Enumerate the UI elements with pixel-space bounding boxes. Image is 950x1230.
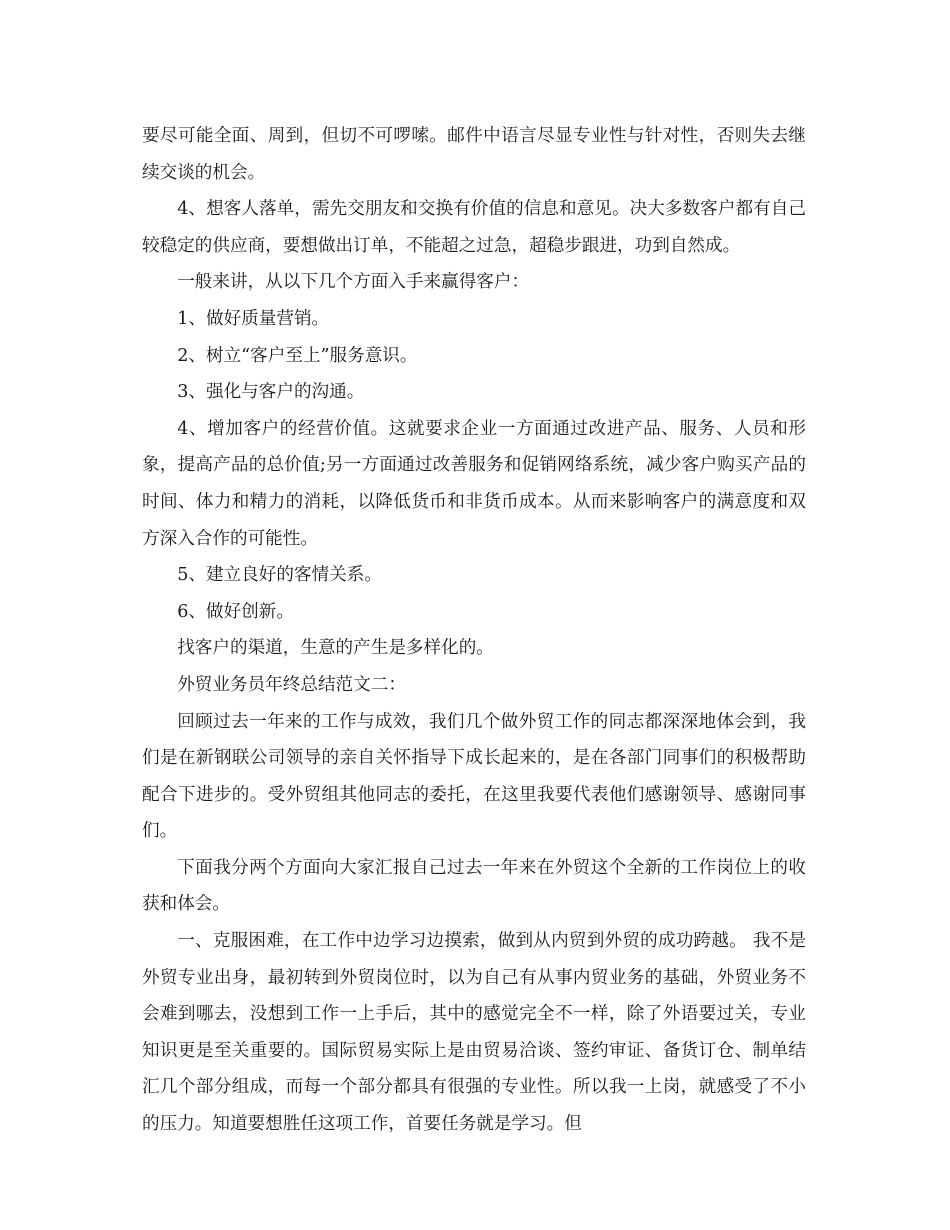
list-item-1: 1、做好质量营销。 <box>177 308 330 329</box>
paragraph-2: 4、想客人落单，需先交朋友和交换有价值的信息和意见。决大多数客户都有自己较稳定的供应商，要想做出订单，不能超之过急，超稳步跟进，功到自然成。 <box>142 199 806 256</box>
paragraph-report: 下面我分两个方面向大家汇报自己过去一年来在外贸这个全新的工作岗位上的收获和体会。 <box>142 857 806 915</box>
list-item-6: 6、做好创新。 <box>177 601 294 622</box>
list-item-3: 3、强化与客户的沟通。 <box>177 382 365 403</box>
paragraph-overcome: 一、克服困难，在工作中边学习边摸索，做到从内贸到外贸的成功跨越。 我不是外贸专业出身，最初转到外贸岗位时，以为自己有从事内贸业务的基础，外贸业务不会难到哪去，没想到工作一上手后，其中的感觉完全不一样，除了外语要过关，专业知识更是至关重要的。国际贸易实际上是由贸易洽谈、签约审证、备货订仓、制单结汇几个部分组成，而每一个部分都具有很强的专业性。所以我一上岗，就感受了不小的压力。知道要想胜任这项工作，首要任务就是学习。但 <box>142 931 806 1135</box>
list-item-5: 5、建立良好的客情关系。 <box>177 565 382 586</box>
list-item-2: 2、树立“客户至上”服务意识。 <box>177 345 418 366</box>
paragraph-3: 一般来讲，从以下几个方面入手来赢得客户： <box>177 272 530 293</box>
paragraph-review: 回顾过去一年来的工作与成效，我们几个做外贸工作的同志都深深地体会到，我们是在新钢联公司领导的亲自关怀指导下成长起来的，是在各部门同事们的积极帮助配合下进步的。受外贸组其他同志的委托，在这里我要代表他们感谢领导、感谢同事们。 <box>142 711 806 842</box>
paragraph-channels: 找客户的渠道，生意的产生是多样化的。 <box>177 638 494 659</box>
document-body <box>142 118 806 1143</box>
section-heading: 外贸业务员年终总结范文二： <box>177 674 406 695</box>
list-item-4: 4、增加客户的经营价值。这就要求企业一方面通过改进产品、服务、人员和形象，提高产品的总价值;另一方面通过改善服务和促销网络系统，减少客户购买产品的时间、体力和精力的消耗，以降低货币和非货币成本。从而来影响客户的满意度和双方深入合作的可能性。 <box>142 418 806 549</box>
paragraph-1: 要尽可能全面、周到，但切不可啰嗦。邮件中语言尽显专业性与针对性，否则失去继续交谈的机会。 <box>142 126 806 183</box>
